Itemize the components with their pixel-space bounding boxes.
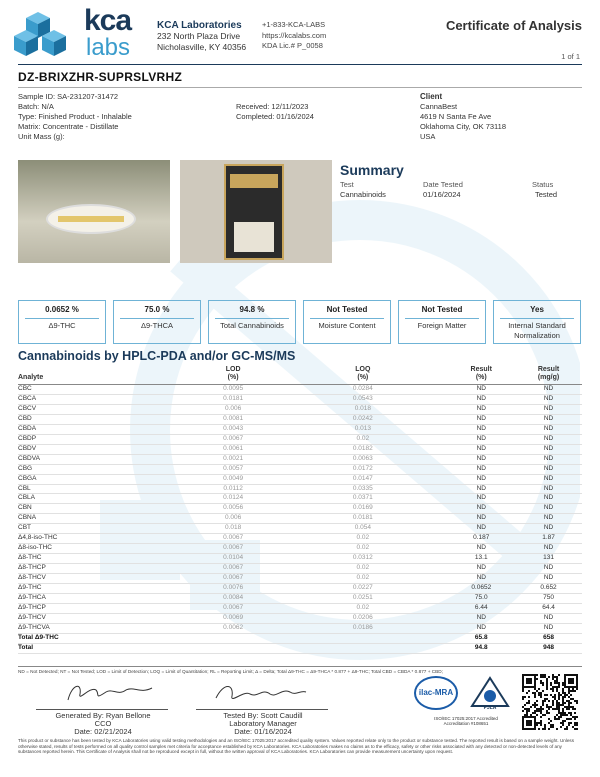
cell-analyte: Δ9-THCP (18, 603, 188, 613)
cell-analyte: Δ9-THC (18, 584, 188, 594)
cell-result-mg: 64.4 (515, 603, 582, 613)
cell-loq: 0.02 (278, 434, 447, 444)
sample-photo-package (180, 160, 332, 263)
cell-lod: 0.0057 (188, 464, 278, 474)
table-row (18, 444, 582, 454)
cell-analyte: Total Δ9-THC (18, 633, 188, 643)
lab-contact (262, 20, 326, 52)
client-info (420, 92, 506, 142)
cell-lod: 0.0062 (188, 623, 278, 633)
cell-lod: 0.0124 (188, 494, 278, 504)
cell-analyte: CBNA (18, 514, 188, 524)
qr-code-icon[interactable] (522, 674, 578, 730)
sample-dates (236, 102, 314, 122)
col-lod: LOD (%) (188, 366, 278, 385)
logo-cubes-icon (12, 12, 82, 60)
cell-result-pct: ND (447, 424, 515, 434)
cell-lod: 0.0112 (188, 484, 278, 494)
cell-result-mg: ND (515, 574, 582, 584)
table-total-row (18, 643, 582, 653)
box-foreign-matter (398, 300, 486, 344)
cell-lod: 0.0067 (188, 564, 278, 574)
cell-loq: 0.02 (278, 534, 447, 544)
cell-result-mg: ND (515, 504, 582, 514)
box-value: 0.0652 % (45, 305, 79, 314)
client-country: USA (420, 132, 436, 141)
sample-type: Type: Finished Product - Inhalable (18, 112, 132, 121)
cell-result-mg: ND (515, 414, 582, 424)
cell-loq: 0.0206 (278, 613, 447, 623)
client-name: CannaBest (420, 102, 458, 111)
col-analyte: Analyte (18, 366, 188, 385)
table-row (18, 484, 582, 494)
cell-loq: 0.02 (278, 544, 447, 554)
cell-result-pct: ND (447, 613, 515, 623)
cell-result-mg: ND (515, 544, 582, 554)
cell-analyte: CBN (18, 504, 188, 514)
cell-lod: 0.0076 (188, 584, 278, 594)
table-row (18, 534, 582, 544)
cell-result-pct: 13.1 (447, 554, 515, 564)
tested-date: Date: 01/16/2024 (234, 727, 292, 736)
cell-loq: 0.0312 (278, 554, 447, 564)
table-header-row (18, 366, 582, 385)
cell-result-pct: ND (447, 434, 515, 444)
cell-result-mg: 0.652 (515, 584, 582, 594)
cell-lod: 0.0069 (188, 613, 278, 623)
table-footnote: ND = Not Detected; NT = Not Tested; LOD = Limit of Detection; LOQ = Limit of Quantitation; RL = Reporting Limit; Δ = Delta; Total Δ9-THC = Δ9-THCA * 0.877 + Δ9-THC; Total CBD = CBDA * 0.877 + CBD; (18, 666, 582, 674)
table-row (18, 524, 582, 534)
lab-address-1: 232 North Plaza Drive (157, 31, 241, 41)
table-row (18, 554, 582, 564)
cell-result-pct: 65.8 (447, 633, 515, 643)
table-row (18, 564, 582, 574)
cell-lod (188, 643, 278, 653)
cell-loq: 0.0172 (278, 464, 447, 474)
cell-lod: 0.0084 (188, 594, 278, 604)
cell-loq: 0.0063 (278, 454, 447, 464)
cell-analyte: Total (18, 643, 188, 653)
cell-result-pct: 75.0 (447, 594, 515, 604)
cell-result-pct: ND (447, 404, 515, 414)
sample-code: DZ-BRIXZHR-SUPRSLVRHZ (18, 70, 183, 84)
cell-result-mg: ND (515, 623, 582, 633)
ilac-mra-logo: ilac-MRA (414, 676, 458, 710)
table-row (18, 385, 582, 395)
table-row (18, 474, 582, 484)
cell-result-mg: 131 (515, 554, 582, 564)
cell-analyte: CBCV (18, 404, 188, 414)
lab-address-2: Nicholasville, KY 40356 (157, 42, 247, 52)
cell-lod: 0.0067 (188, 574, 278, 584)
cell-result-mg: ND (515, 434, 582, 444)
cell-analyte: CBLA (18, 494, 188, 504)
cell-analyte: Δ8-iso-THC (18, 544, 188, 554)
cell-loq: 0.0335 (278, 484, 447, 494)
table-row (18, 454, 582, 464)
col-result-mg: Result (mg/g) (515, 366, 582, 385)
table-row (18, 594, 582, 604)
cell-analyte: CBDV (18, 444, 188, 454)
summary-title: Summary (340, 162, 404, 178)
cell-analyte: CBD (18, 414, 188, 424)
cell-analyte: CBDP (18, 434, 188, 444)
disclaimer: This product or substance has been tested by KCA Laboratories using valid testing methodologies and an ISO/IEC 17025:2017 accredited quality system. Values reported relate only to the product or substance tested. The reported result is based on a sample weight. Unless otherwise stated, results of tests performed on all quality control samples met criteria for acceptance established by KCA Laboratories. KCA Laboratories makes no claims as to the efficacy, safety or other risks associated with any detected or non-detected levels of any substances reported herein. This Certificate of Analysis shall not be reproduced except in full, without the written approval of KCA Laboratories. KCA Laboratories can provide measurement uncertainty upon request. (18, 738, 574, 754)
cell-result-pct: ND (447, 524, 515, 534)
client-address-1: 4619 N Santa Fe Ave (420, 112, 492, 121)
cell-lod: 0.006 (188, 514, 278, 524)
cell-loq: 0.0371 (278, 494, 447, 504)
cell-loq: 0.02 (278, 603, 447, 613)
cell-loq: 0.0147 (278, 474, 447, 484)
cell-lod: 0.0067 (188, 603, 278, 613)
cell-result-mg: ND (515, 424, 582, 434)
cell-lod: 0.0095 (188, 385, 278, 395)
table-row (18, 504, 582, 514)
cell-analyte: CBGA (18, 474, 188, 484)
table-row (18, 464, 582, 474)
cell-result-mg: 658 (515, 633, 582, 643)
client-address-2: Oklahoma City, OK 73118 (420, 122, 507, 131)
lab-info (157, 20, 246, 53)
cell-loq: 0.0284 (278, 385, 447, 395)
cell-result-pct: ND (447, 464, 515, 474)
client-label: Client (420, 92, 443, 101)
cell-lod: 0.0104 (188, 554, 278, 564)
summary-col-test: Test (340, 180, 354, 189)
col-result-pct: Result (%) (447, 366, 515, 385)
signature-line-1 (36, 709, 168, 710)
cell-result-mg: ND (515, 454, 582, 464)
logo-labs-text: labs (86, 34, 131, 61)
package-band-shape (230, 174, 278, 188)
cell-loq: 0.0186 (278, 623, 447, 633)
cell-loq: 0.0169 (278, 504, 447, 514)
table-row (18, 584, 582, 594)
sample-photo-jar (18, 160, 170, 263)
cell-analyte: CBL (18, 484, 188, 494)
summary-test: Cannabinoids (340, 190, 386, 199)
table-row (18, 514, 582, 524)
cell-loq (278, 633, 447, 643)
document-title: Certificate of Analysis (445, 18, 582, 33)
package-shape (224, 164, 284, 260)
cell-result-pct: ND (447, 385, 515, 395)
cell-lod: 0.0056 (188, 504, 278, 514)
cell-result-mg: ND (515, 394, 582, 404)
table-row (18, 414, 582, 424)
cell-result-pct: ND (447, 564, 515, 574)
cell-loq: 0.013 (278, 424, 447, 434)
cell-result-mg: 750 (515, 594, 582, 604)
box-value: 94.8 % (239, 305, 265, 314)
cell-analyte: CBT (18, 524, 188, 534)
box-label: Moisture Content (318, 321, 376, 330)
sample-batch: Batch: N/A (18, 102, 54, 111)
box-d9-thc (18, 300, 106, 344)
cell-loq: 0.018 (278, 404, 447, 414)
box-moisture (303, 300, 391, 344)
signature-ryan-bellone (60, 680, 160, 706)
cell-analyte: Δ8-THCP (18, 564, 188, 574)
cell-lod: 0.0181 (188, 394, 278, 404)
cell-lod: 0.0067 (188, 434, 278, 444)
box-internal-standard (493, 300, 581, 344)
signature-line-2 (196, 709, 328, 710)
box-label: Internal Standard Normalization (508, 321, 566, 340)
cell-loq: 0.0181 (278, 514, 447, 524)
page-number: 1 of 1 (561, 52, 580, 61)
cell-result-pct: 6.44 (447, 603, 515, 613)
cell-loq: 0.02 (278, 564, 447, 574)
cell-result-mg: ND (515, 613, 582, 623)
cell-lod: 0.0081 (188, 414, 278, 424)
accreditation-line-1: ISO/IEC 17025:2017 Accredited (434, 716, 498, 721)
summary-col-status: Status (532, 180, 554, 189)
table-row (18, 544, 582, 554)
cell-analyte: CBG (18, 464, 188, 474)
box-label: Foreign Matter (417, 321, 467, 330)
cell-analyte: Δ9-THCV (18, 613, 188, 623)
cell-result-mg: ND (515, 494, 582, 504)
generated-by: Generated By: Ryan Bellone (55, 711, 151, 720)
tested-title: Laboratory Manager (229, 719, 297, 728)
accreditation-line-2: Accreditation #108651 (443, 721, 489, 726)
cell-lod: 0.0067 (188, 534, 278, 544)
cell-analyte: CBDA (18, 424, 188, 434)
col-loq: LOQ (%) (278, 366, 447, 385)
received-date: Received: 12/11/2023 (236, 102, 309, 111)
cell-loq: 0.02 (278, 574, 447, 584)
tested-by: Tested By: Scott Caudill (223, 711, 303, 720)
table-row (18, 623, 582, 633)
completed-date: Completed: 01/16/2024 (236, 112, 314, 121)
generated-by-block (18, 712, 188, 736)
cell-loq: 0.0227 (278, 584, 447, 594)
cell-result-mg: ND (515, 514, 582, 524)
cell-result-mg: ND (515, 474, 582, 484)
logo-kca-text: kca (84, 4, 132, 37)
accreditation-text (406, 716, 526, 726)
cell-analyte: Δ9-THCVA (18, 623, 188, 633)
box-label: Total Cannabinoids (220, 321, 284, 330)
cell-result-pct: ND (447, 394, 515, 404)
sample-matrix: Matrix: Concentrate - Distillate (18, 122, 119, 131)
cell-result-pct: ND (447, 514, 515, 524)
cell-result-mg: 948 (515, 643, 582, 653)
lab-website[interactable]: https://kcalabs.com (262, 30, 327, 40)
generated-date: Date: 02/21/2024 (74, 727, 132, 736)
cell-lod: 0.0061 (188, 444, 278, 454)
cell-result-pct: 0.0652 (447, 584, 515, 594)
table-row (18, 424, 582, 434)
cell-result-mg: ND (515, 404, 582, 414)
sample-info (18, 92, 132, 142)
table-row (18, 494, 582, 504)
table-total-row (18, 633, 582, 643)
box-value: Not Tested (421, 305, 463, 314)
cell-analyte: CBDVA (18, 454, 188, 464)
cell-lod: 0.018 (188, 524, 278, 534)
table-row (18, 613, 582, 623)
cell-result-mg: ND (515, 564, 582, 574)
cell-result-pct: ND (447, 484, 515, 494)
cell-lod: 0.0043 (188, 424, 278, 434)
sample-divider (18, 87, 582, 88)
box-value: Yes (530, 305, 544, 314)
summary-date: 01/16/2024 (423, 190, 461, 199)
cell-result-mg: 1.87 (515, 534, 582, 544)
summary-boxes (18, 300, 582, 344)
table-row (18, 603, 582, 613)
table-row (18, 434, 582, 444)
cell-analyte: Δ8-THC (18, 554, 188, 564)
cell-loq (278, 643, 447, 653)
sample-unit-mass: Unit Mass (g): (18, 132, 65, 141)
lab-name: KCA Laboratories (157, 20, 242, 31)
box-label: Δ9-THC (48, 321, 76, 330)
lab-phone: +1-833-KCA-LABS (262, 20, 326, 29)
cell-loq: 0.054 (278, 524, 447, 534)
cell-result-pct: ND (447, 494, 515, 504)
box-label: Δ9-THCA (140, 321, 174, 330)
cell-lod: 0.0067 (188, 544, 278, 554)
package-window-shape (234, 222, 274, 252)
box-value: Not Tested (326, 305, 368, 314)
cannabinoids-title: Cannabinoids by HPLC-PDA and/or GC-MS/MS (18, 349, 296, 363)
cell-loq: 0.0182 (278, 444, 447, 454)
cell-result-mg: ND (515, 524, 582, 534)
cell-lod: 0.0049 (188, 474, 278, 484)
sample-id: Sample ID: SA-231207-31472 (18, 92, 119, 101)
lab-license: KDA Lic.# P_0058 (262, 41, 323, 50)
cell-lod: 0.0021 (188, 454, 278, 464)
box-d9-thca (113, 300, 201, 344)
cell-loq: 0.0242 (278, 414, 447, 424)
cell-lod (188, 633, 278, 643)
cell-result-pct: ND (447, 623, 515, 633)
cell-analyte: Δ8-THCV (18, 574, 188, 584)
cell-result-pct: ND (447, 574, 515, 584)
cell-loq: 0.0543 (278, 394, 447, 404)
generated-title: CCO (94, 719, 112, 728)
cell-analyte: Δ4,8-iso-THC (18, 534, 188, 544)
header-divider (18, 64, 582, 65)
cell-loq: 0.0251 (278, 594, 447, 604)
signature-scott-caudill (210, 680, 310, 706)
cell-result-pct: ND (447, 454, 515, 464)
cell-result-pct: ND (447, 444, 515, 454)
cell-result-pct: 0.187 (447, 534, 515, 544)
svg-text:PJLA: PJLA (483, 705, 497, 710)
cell-result-mg: ND (515, 484, 582, 494)
cell-lod: 0.006 (188, 404, 278, 414)
table-row (18, 404, 582, 414)
table-row (18, 574, 582, 584)
cell-result-pct: ND (447, 474, 515, 484)
cell-analyte: Δ9-THCA (18, 594, 188, 604)
cell-result-pct: ND (447, 504, 515, 514)
summary-status: Tested (535, 190, 558, 199)
cell-analyte: CBC (18, 385, 188, 395)
table-row (18, 394, 582, 404)
table-body (18, 385, 582, 654)
box-total-cannabinoids (208, 300, 296, 344)
cell-result-mg: ND (515, 385, 582, 395)
tested-by-block (178, 712, 348, 736)
cell-result-mg: ND (515, 444, 582, 454)
cannabinoids-table (18, 366, 582, 654)
cell-result-mg: ND (515, 464, 582, 474)
cell-result-pct: 94.8 (447, 643, 515, 653)
summary-col-date: Date Tested (423, 180, 463, 189)
cell-result-pct: ND (447, 544, 515, 554)
cell-result-pct: ND (447, 414, 515, 424)
jar-label-shape (58, 216, 124, 222)
cell-analyte: CBCA (18, 394, 188, 404)
box-value: 75.0 % (144, 305, 170, 314)
pjla-logo-icon (470, 676, 510, 710)
